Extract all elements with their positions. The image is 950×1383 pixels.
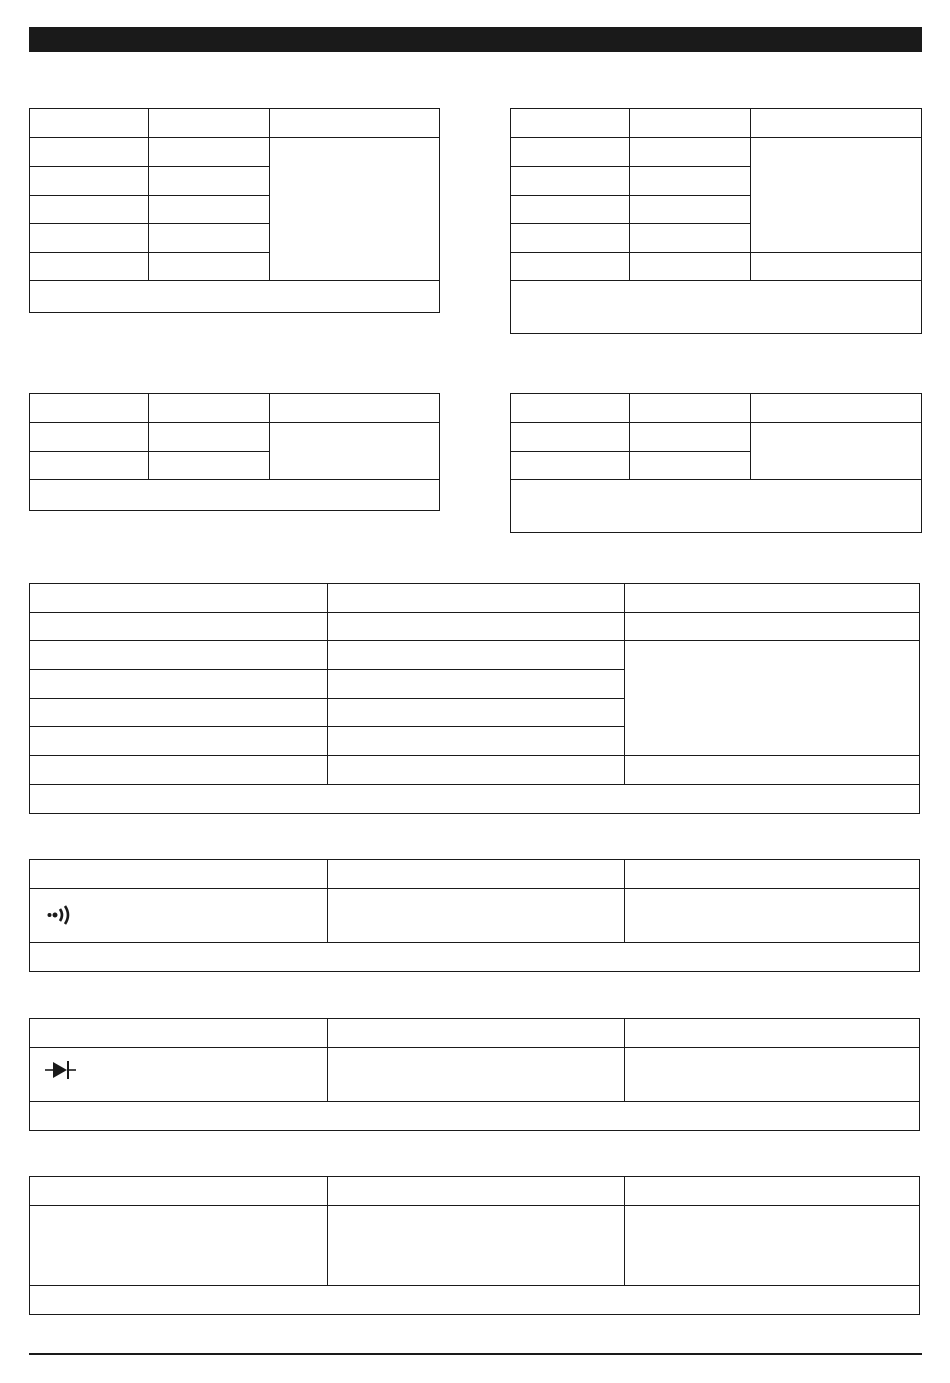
table-footer-cell bbox=[29, 942, 920, 972]
table-cell bbox=[148, 195, 270, 224]
table-cell bbox=[629, 223, 751, 253]
table-cell bbox=[629, 166, 751, 196]
table-footer-cell bbox=[29, 280, 440, 313]
table-cell bbox=[29, 726, 328, 756]
table-cell bbox=[29, 195, 149, 224]
table-cell bbox=[327, 612, 625, 641]
table-cell bbox=[148, 393, 270, 423]
table-cell bbox=[624, 1018, 920, 1048]
table-cell bbox=[29, 698, 328, 727]
table-cell bbox=[327, 583, 625, 613]
table-footer-cell bbox=[29, 1101, 920, 1131]
table-cell bbox=[510, 195, 630, 224]
table-cell bbox=[510, 422, 630, 452]
table-cell bbox=[29, 137, 149, 167]
table-cell bbox=[629, 252, 751, 281]
table-cell bbox=[624, 859, 920, 889]
table-footer-cell bbox=[510, 280, 922, 334]
table-cell bbox=[624, 888, 920, 943]
table-cell bbox=[29, 252, 149, 281]
table-cell bbox=[148, 108, 270, 138]
table-cell bbox=[29, 583, 328, 613]
table-footer-cell bbox=[29, 784, 920, 814]
table-cell bbox=[29, 612, 328, 641]
table-cell-merged bbox=[269, 137, 440, 281]
table-cell bbox=[629, 108, 751, 138]
table-footer-cell bbox=[29, 1285, 920, 1315]
table-cell bbox=[750, 393, 922, 423]
table-cell bbox=[29, 422, 149, 452]
continuity-sound-icon bbox=[47, 903, 75, 927]
table-cell bbox=[29, 669, 328, 699]
table-cell bbox=[269, 108, 440, 138]
table-cell bbox=[29, 1176, 328, 1206]
table-cell bbox=[510, 252, 630, 281]
table-cell bbox=[29, 451, 149, 480]
table-cell bbox=[29, 1018, 328, 1048]
table-cell bbox=[327, 755, 625, 785]
table-cell bbox=[327, 726, 625, 756]
table-cell bbox=[624, 1047, 920, 1102]
table-cell bbox=[29, 166, 149, 196]
table-cell bbox=[629, 451, 751, 480]
table-cell bbox=[148, 422, 270, 452]
table-cell bbox=[148, 166, 270, 196]
table-cell bbox=[29, 108, 149, 138]
table-cell bbox=[629, 393, 751, 423]
table-cell bbox=[29, 223, 149, 253]
table-cell bbox=[624, 1205, 920, 1286]
table-cell bbox=[327, 1047, 625, 1102]
table-cell bbox=[629, 137, 751, 167]
table-cell bbox=[29, 755, 328, 785]
table-cell bbox=[327, 669, 625, 699]
table-cell bbox=[148, 137, 270, 167]
table-cell-merged bbox=[269, 422, 440, 480]
table-cell bbox=[327, 1176, 625, 1206]
table-cell-merged bbox=[750, 422, 922, 480]
table-cell bbox=[29, 393, 149, 423]
table-cell bbox=[510, 166, 630, 196]
table-cell bbox=[29, 1047, 328, 1102]
table-cell bbox=[29, 640, 328, 670]
table-cell bbox=[269, 393, 440, 423]
table-cell bbox=[624, 1176, 920, 1206]
table-cell bbox=[750, 252, 922, 281]
table-cell bbox=[510, 393, 630, 423]
table-cell bbox=[327, 859, 625, 889]
footer-rule bbox=[29, 1353, 922, 1355]
table-cell bbox=[148, 223, 270, 253]
table-cell bbox=[750, 108, 922, 138]
table-cell bbox=[327, 1205, 625, 1286]
table-cell bbox=[29, 1205, 328, 1286]
table-cell bbox=[510, 223, 630, 253]
table-cell bbox=[624, 755, 920, 785]
table-cell bbox=[327, 888, 625, 943]
diode-icon bbox=[45, 1059, 79, 1081]
table-cell bbox=[148, 252, 270, 281]
table-cell bbox=[629, 422, 751, 452]
table-cell bbox=[327, 698, 625, 727]
table-cell bbox=[327, 1018, 625, 1048]
table-footer-cell bbox=[29, 479, 440, 511]
header-bar bbox=[29, 27, 922, 52]
table-cell bbox=[148, 451, 270, 480]
table-cell bbox=[510, 137, 630, 167]
table-footer-cell bbox=[510, 479, 922, 533]
table-cell bbox=[327, 640, 625, 670]
table-cell bbox=[624, 612, 920, 641]
table-cell bbox=[510, 108, 630, 138]
table-cell bbox=[629, 195, 751, 224]
table-cell bbox=[29, 888, 328, 943]
table-cell bbox=[29, 859, 328, 889]
table-cell-merged bbox=[624, 640, 920, 756]
table-cell-merged bbox=[750, 137, 922, 253]
table-cell bbox=[624, 583, 920, 613]
table-cell bbox=[510, 451, 630, 480]
